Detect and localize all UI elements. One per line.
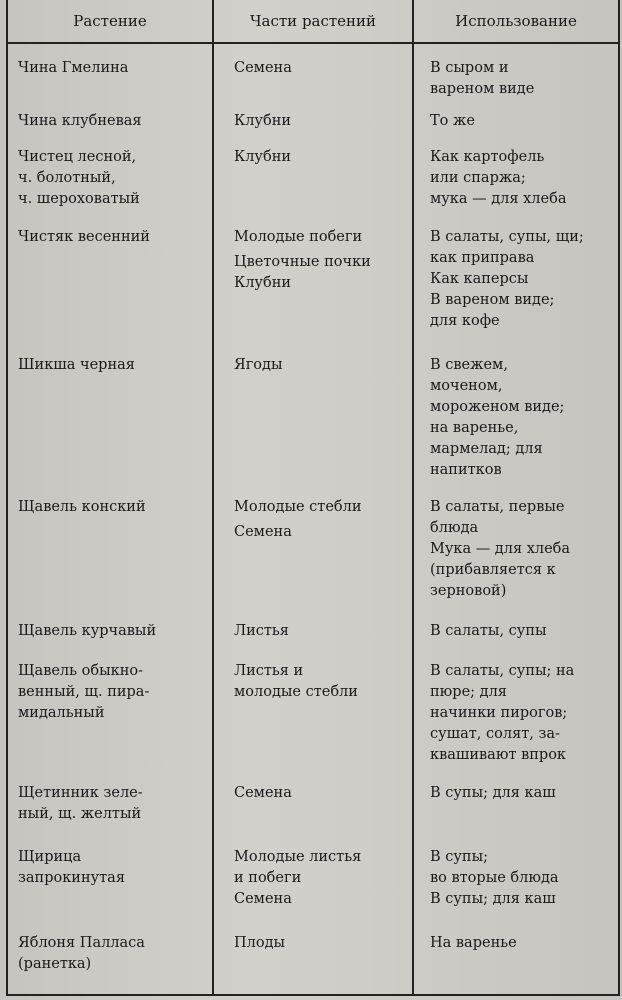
plant-usage-cell	[413, 653, 619, 779]
plant-usage-line: То же	[430, 113, 475, 129]
table-row	[7, 491, 619, 613]
plant-usage-cell	[413, 143, 619, 223]
plant-name-line: ный, щ. желтый	[18, 806, 142, 822]
plant-parts-line: молодые стебли	[234, 684, 358, 700]
plant-parts-cell	[213, 43, 413, 105]
table-row	[7, 613, 619, 653]
plant-name-line: Яблоня Палласа	[18, 935, 145, 951]
plant-parts-line: Семена	[234, 785, 292, 801]
plant-name-cell	[7, 347, 213, 491]
plant-usage-cell	[413, 347, 619, 491]
table-header	[7, 0, 619, 43]
plant-usage-cell	[413, 613, 619, 653]
plant-parts-cell	[213, 491, 413, 613]
plant-usage-line: или спаржа;	[430, 170, 526, 186]
plant-name-cell	[7, 223, 213, 347]
plant-usage-line: сушат, солят, за-	[430, 726, 560, 742]
plant-parts-cell	[213, 223, 413, 347]
table-row	[7, 927, 619, 995]
plant-usage-line: В салаты, супы, щи;	[430, 229, 584, 245]
plant-parts-line: Листья и	[234, 663, 304, 679]
plant-parts-line: Молодые листья	[234, 849, 362, 865]
plant-parts-cell	[213, 839, 413, 927]
plant-name-line: мидальный	[18, 705, 105, 721]
plant-parts-line: Клубни	[234, 149, 292, 165]
plant-parts-line: Цветочные почки	[234, 254, 371, 270]
plant-parts-cell	[213, 613, 413, 653]
table-row	[7, 105, 619, 143]
table-row	[7, 779, 619, 839]
plant-usage-line: В салаты, супы; на	[430, 663, 575, 679]
plant-usage-line: мармелад; для	[430, 441, 543, 457]
plant-name-cell	[7, 927, 213, 995]
plant-usage-cell	[413, 223, 619, 347]
plant-usage-line: напитков	[430, 462, 502, 478]
plant-usage-line: пюре; для	[430, 684, 507, 700]
plant-name-line: Щавель обыкно-	[18, 663, 144, 679]
plant-usage-line: Как картофель	[430, 149, 545, 165]
table-row	[7, 839, 619, 927]
plant-usage-cell	[413, 927, 619, 995]
plant-name-line: ч. болотный,	[18, 170, 116, 186]
plant-name-line: Щавель конский	[18, 499, 146, 515]
plant-usage-line: Мука — для хлеба	[430, 541, 571, 557]
plant-name-line: Шикша черная	[18, 357, 135, 373]
plant-name-cell	[7, 105, 213, 143]
plant-name-line: Щирица	[18, 849, 82, 865]
plant-usage-line: В вареном виде;	[430, 292, 555, 308]
plant-name-line: Чистяк весенний	[18, 229, 150, 245]
plant-parts-cell	[213, 143, 413, 223]
table-body	[7, 43, 619, 995]
plant-usage-line: В салаты, первые	[430, 499, 565, 515]
table-row	[7, 653, 619, 779]
plant-usage-line: моченом,	[430, 378, 503, 394]
plant-parts-cell	[213, 653, 413, 779]
plant-usage-line: квашивают впрок	[430, 747, 566, 763]
plant-usage-line: В супы;	[430, 849, 489, 865]
plant-name-cell	[7, 653, 213, 779]
plant-parts-cell	[213, 927, 413, 995]
plant-usage-cell	[413, 839, 619, 927]
plant-usage-line: На варенье	[430, 935, 517, 951]
plant-usage-line: В сыром и	[430, 60, 509, 76]
header-usage: Использование	[413, 0, 619, 43]
plant-usage-line: В салаты, супы	[430, 623, 547, 639]
plant-usage-line: начинки пирогов;	[430, 705, 568, 721]
plant-parts-line: Плоды	[234, 935, 286, 951]
plant-name-line: Чина Гмелина	[18, 60, 129, 76]
plant-name-cell	[7, 839, 213, 927]
plant-usage-line: (прибавляется к	[430, 562, 556, 578]
plant-usage-line: мука — для хлеба	[430, 191, 567, 207]
plant-usage-line: В супы; для каш	[430, 891, 556, 907]
header-row	[7, 0, 619, 43]
plant-parts-line: Листья	[234, 623, 289, 639]
plant-name-line: (ранетка)	[18, 956, 92, 972]
plant-usage-line: вареном виде	[430, 81, 535, 97]
plant-usage-cell	[413, 491, 619, 613]
plant-parts-cell	[213, 347, 413, 491]
plant-usage-line: во вторые блюда	[430, 870, 559, 886]
plant-usage-line: В супы; для каш	[430, 785, 556, 801]
plant-parts-line: Молодые стебли	[234, 499, 362, 515]
table-row	[7, 223, 619, 347]
plant-usage-cell	[413, 779, 619, 839]
plant-name-cell	[7, 491, 213, 613]
plant-name-line: запрокинутая	[18, 870, 125, 886]
plant-parts-cell	[213, 779, 413, 839]
plant-usage-line: В свежем,	[430, 357, 508, 373]
header-plant: Растение	[7, 0, 213, 43]
plant-usage-line: мороженом виде;	[430, 399, 565, 415]
plant-parts-line: Семена	[234, 524, 292, 540]
plant-name-line: ч. шероховатый	[18, 191, 140, 207]
plant-usage-cell	[413, 43, 619, 105]
plant-name-line: венный, щ. пира-	[18, 684, 150, 700]
plant-parts-line: Ягоды	[234, 357, 283, 373]
edible-plants-table	[6, 0, 620, 996]
plant-parts-cell	[213, 105, 413, 143]
plant-name-line: Щавель курчавый	[18, 623, 157, 639]
table-row	[7, 43, 619, 105]
table-row	[7, 143, 619, 223]
plant-parts-line: Клубни	[234, 113, 292, 129]
plant-name-cell	[7, 143, 213, 223]
plant-parts-line: и побеги	[234, 870, 302, 886]
plant-parts-line: Семена	[234, 891, 292, 907]
table-row	[7, 347, 619, 491]
plant-usage-line: на варенье,	[430, 420, 519, 436]
plant-name-cell	[7, 779, 213, 839]
plant-parts-line: Молодые побеги	[234, 229, 363, 245]
plant-usage-line: как приправа	[430, 250, 535, 266]
plant-name-cell	[7, 613, 213, 653]
plant-usage-line: блюда	[430, 520, 479, 536]
plant-usage-line: Как каперсы	[430, 271, 529, 287]
plant-usage-cell	[413, 105, 619, 143]
header-plant-parts: Части растений	[213, 0, 413, 43]
plant-usage-line: для кофе	[430, 313, 500, 329]
plant-parts-line: Семена	[234, 60, 292, 76]
plant-usage-line: зерновой)	[430, 583, 507, 599]
plant-name-line: Чистец лесной,	[18, 149, 137, 165]
plant-name-cell	[7, 43, 213, 105]
plant-parts-line: Клубни	[234, 275, 292, 291]
plant-name-line: Чина клубневая	[18, 113, 142, 129]
plant-name-line: Щетинник зеле-	[18, 785, 143, 801]
